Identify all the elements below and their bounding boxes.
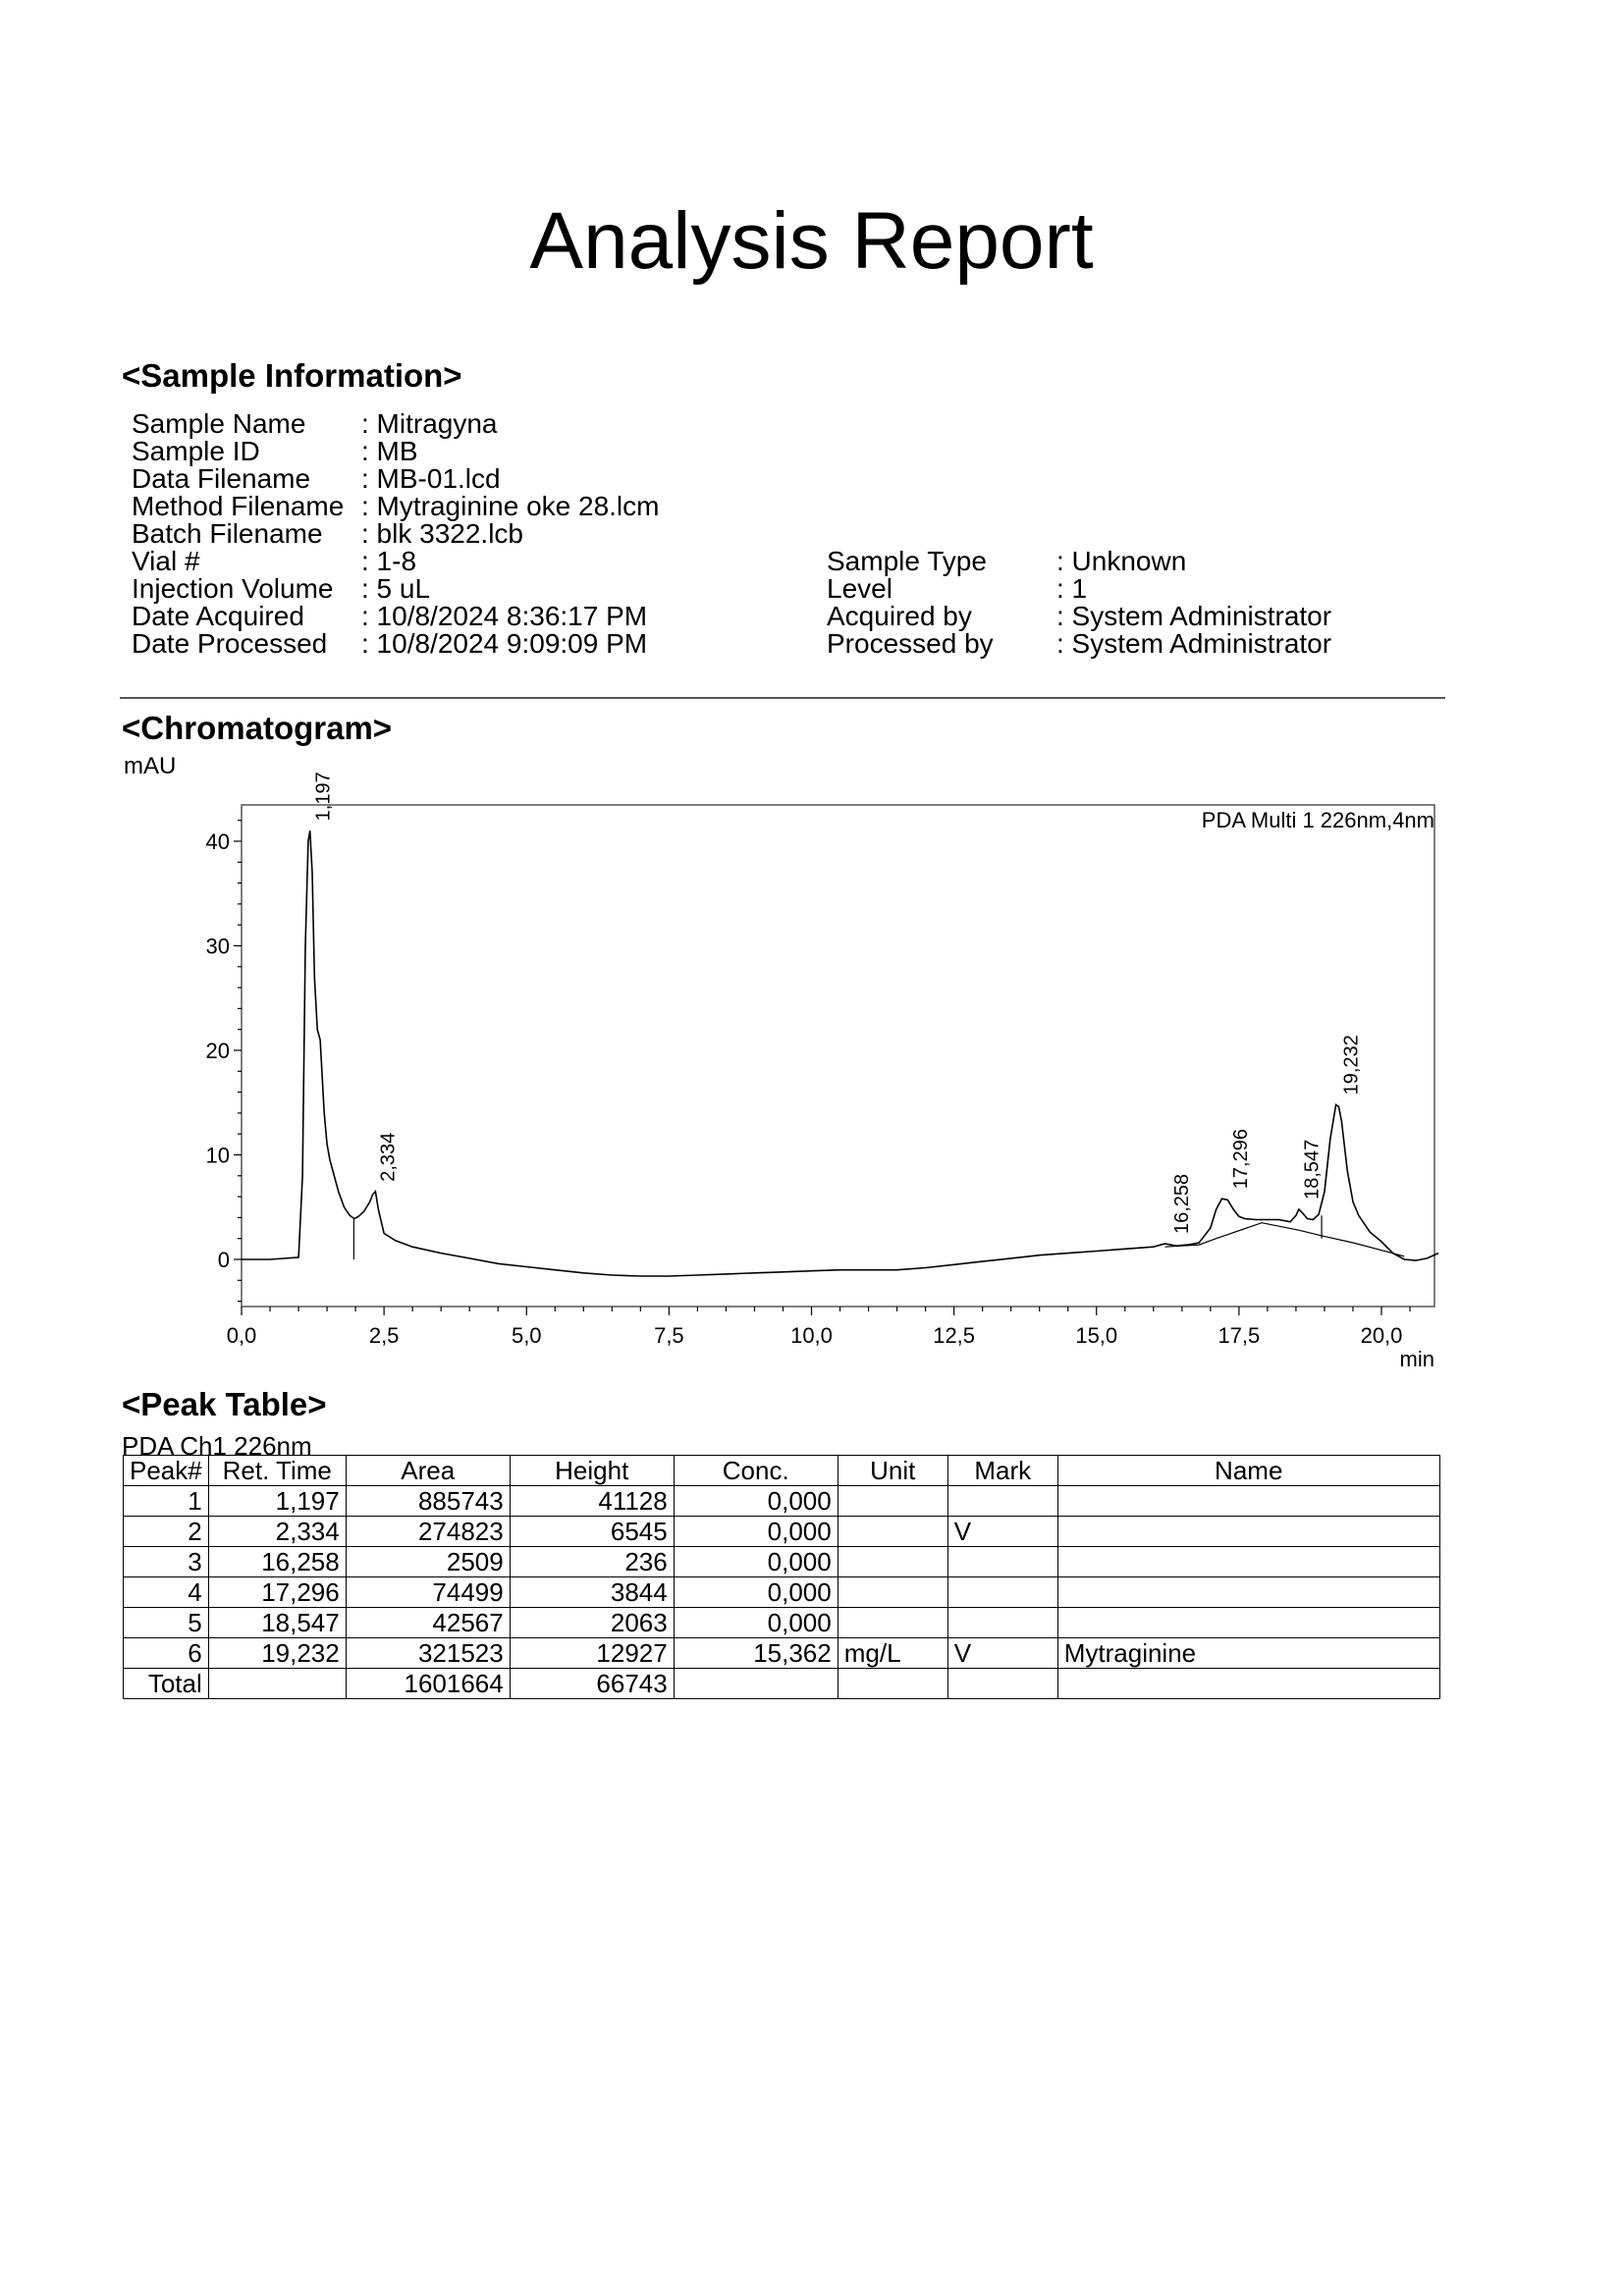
cell [947,1577,1057,1608]
cell: 19,232 [208,1638,346,1669]
cell: mg/L [838,1638,947,1669]
y-tick-label: 20 [205,1039,230,1063]
table-row [124,1486,1440,1517]
x-axis-label: min [1399,1347,1434,1371]
cell: 2063 [510,1608,674,1638]
cell: V [947,1517,1057,1547]
cell [1057,1669,1439,1699]
cell: 3844 [510,1577,674,1608]
info-label: Injection Volume [132,573,334,604]
y-tick-label: 30 [205,934,230,959]
y-axis-unit-label: mAU [124,753,177,779]
cell: 41128 [510,1486,674,1517]
table-row [124,1577,1440,1608]
peak-table-caption: PDA Ch1 226nm [122,1431,312,1461]
info-label: Sample Name [132,408,306,439]
cell [838,1547,947,1577]
cell: Total [124,1669,209,1699]
cell: 15,362 [674,1638,838,1669]
cell: 236 [510,1547,674,1577]
col-header: Name [1057,1456,1439,1486]
peak-table [123,1455,1440,1699]
table-row [124,1608,1440,1638]
cell [838,1486,947,1517]
y-tick-label: 0 [217,1248,230,1272]
cell: 0,000 [674,1547,838,1577]
info-value: : MB-01.lcd [361,463,501,494]
cell: 885743 [346,1486,510,1517]
cell [838,1669,947,1699]
cell: 0,000 [674,1577,838,1608]
peak-label: 18,547 [1301,1139,1324,1200]
info-label: Batch Filename [132,518,323,549]
info-value: : System Administrator [1056,628,1332,659]
signal-trace [242,830,1438,1276]
y-tick-label: 10 [205,1143,230,1168]
info-label: Date Acquired [132,601,304,631]
info-label: Acquired by [827,601,972,631]
cell: 4 [124,1577,209,1608]
cell: 0,000 [674,1486,838,1517]
peak-table-heading: <Peak Table> [122,1386,327,1422]
col-header: Ret. Time [208,1456,346,1486]
cell [208,1669,346,1699]
cell: 2 [124,1517,209,1547]
cell [1057,1517,1439,1547]
x-tick-label: 5,0 [511,1323,542,1348]
legend-label: PDA Multi 1 226nm,4nm [1201,808,1434,832]
info-value: : 1 [1056,573,1088,604]
col-header: Area [346,1456,510,1486]
table-header-row [124,1456,1440,1486]
info-label: Data Filename [132,463,311,494]
info-label: Processed by [827,628,994,659]
peak-label: 2,334 [377,1132,400,1182]
info-value: : 10/8/2024 8:36:17 PM [361,601,648,631]
info-value: : Unknown [1056,546,1187,576]
cell [674,1669,838,1699]
cell: 18,547 [208,1608,346,1638]
peak-label: 16,258 [1170,1173,1193,1235]
info-value: : Mitragyna [361,408,498,439]
cell: 2,334 [208,1517,346,1547]
cell: 1 [124,1486,209,1517]
cell: 3 [124,1547,209,1577]
info-label: Level [827,573,893,604]
table-row [124,1547,1440,1577]
info-value: : Mytraginine oke 28.lcm [361,491,660,521]
cell [947,1608,1057,1638]
cell: 1,197 [208,1486,346,1517]
table-row [124,1517,1440,1547]
col-header: Height [510,1456,674,1486]
cell [838,1608,947,1638]
cell: V [947,1638,1057,1669]
x-tick-label: 20,0 [1360,1323,1403,1348]
x-tick-label: 17,5 [1217,1323,1261,1348]
info-value: : 10/8/2024 9:09:09 PM [361,628,648,659]
table-row [124,1638,1440,1669]
col-header: Peak# [124,1456,209,1486]
cell [1057,1547,1439,1577]
info-label: Sample Type [827,546,987,576]
cell [1057,1486,1439,1517]
peak-label: 1,197 [312,772,335,822]
info-label: Vial # [132,546,200,576]
cell: 16,258 [208,1547,346,1577]
info-value: : blk 3322.lcb [361,518,523,549]
cell [838,1577,947,1608]
cell [947,1486,1057,1517]
plot-frame [242,805,1434,1307]
x-tick-label: 7,5 [654,1323,684,1348]
cell [947,1669,1057,1699]
x-tick-label: 15,0 [1075,1323,1118,1348]
cell: 6 [124,1638,209,1669]
peak-label: 17,296 [1230,1129,1253,1190]
table-total-row [124,1669,1440,1699]
col-header: Conc. [674,1456,838,1486]
info-value: : 1-8 [361,546,417,576]
info-label: Method Filename [132,491,345,521]
info-value: : 5 uL [361,573,431,604]
x-tick-label: 12,5 [933,1323,976,1348]
y-tick-label: 40 [205,829,230,854]
cell: 42567 [346,1608,510,1638]
cell: Mytraginine [1057,1638,1439,1669]
peak-label: 19,232 [1340,1035,1363,1095]
cell: 2509 [346,1547,510,1577]
info-label: Sample ID [132,436,260,466]
chromatogram-heading: <Chromatogram> [122,710,393,746]
col-header: Unit [838,1456,947,1486]
cell [1057,1577,1439,1608]
cell: 17,296 [208,1577,346,1608]
info-value: : MB [361,436,418,466]
cell [838,1517,947,1547]
report-title: Analysis Report [529,196,1094,286]
cell: 74499 [346,1577,510,1608]
cell: 5 [124,1608,209,1638]
cell: 274823 [346,1517,510,1547]
cell: 6545 [510,1517,674,1547]
info-value: : System Administrator [1056,601,1332,631]
cell: 66743 [510,1669,674,1699]
cell [947,1547,1057,1577]
cell: 321523 [346,1638,510,1669]
cell: 0,000 [674,1517,838,1547]
x-tick-label: 0,0 [226,1323,257,1348]
cell: 12927 [510,1638,674,1669]
x-tick-label: 2,5 [368,1323,400,1348]
info-label: Date Processed [132,628,328,659]
cell [1057,1608,1439,1638]
col-header: Mark [947,1456,1057,1486]
x-tick-label: 10,0 [790,1323,833,1348]
sample-info-heading: <Sample Information> [122,357,462,394]
cell: 0,000 [674,1608,838,1638]
cell: 1601664 [346,1669,510,1699]
